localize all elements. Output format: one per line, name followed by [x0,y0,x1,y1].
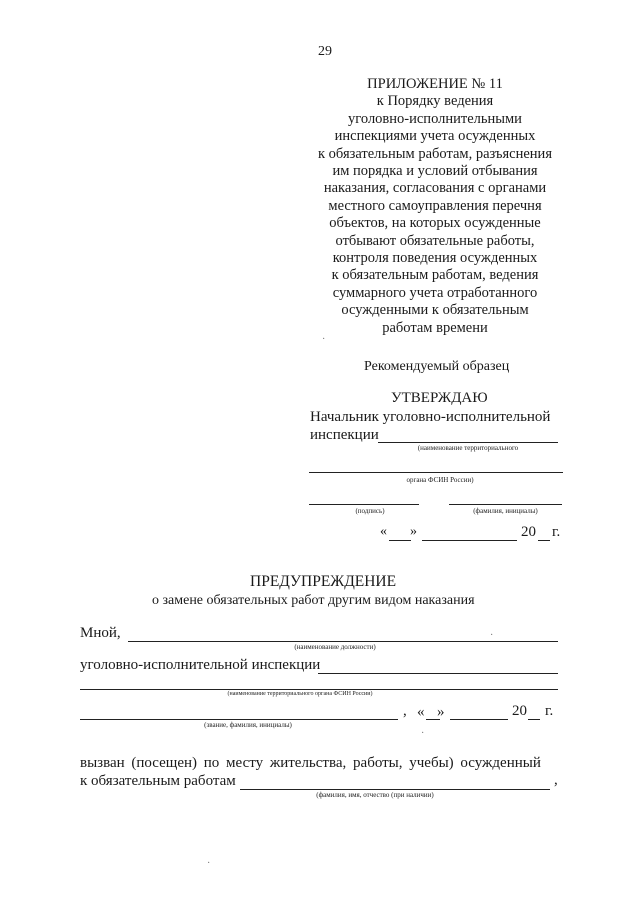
form-close-quote: » [437,704,445,720]
summoned-line1: вызван (посещен) по месту жительства, работы, учебы) осужденный [80,755,541,771]
form-year-line [528,719,540,720]
rank-comma: , [403,703,407,719]
appendix-line: к обязательным работам, ведения [331,267,539,284]
scan-mark: · [421,728,425,739]
inspection-name-line [378,442,558,443]
date-open-quote: « [380,524,387,539]
caption-fio: (фамилия, имя, отчество (при наличии) [316,791,434,799]
organ-full-line [80,689,558,690]
page-number: 29 [318,44,332,59]
organ-line [309,472,563,473]
head-title-line1: Начальник уголовно-исполнительной [310,409,551,425]
form-g: г. [545,703,554,719]
appendix-line: объектов, на которых осужденные [329,215,541,232]
form-month-line [450,719,508,720]
document-title: ПРЕДУПРЕЖДЕНИЕ [250,573,397,590]
head-title-line2: инспекции [310,427,379,443]
appendix-line: наказания, согласования с органами [323,180,547,197]
caption-organ: органа ФСИН России) [406,476,474,484]
document-subtitle: о замене обязательных работ другим видом наказания [152,593,475,608]
rank-line [80,719,398,720]
appendix-line: отбывают обязательные работы, [335,232,535,249]
caption-organ-full: (наименование территориального органа ФСИН России) [227,691,373,697]
appendix-block [300,76,570,337]
caption-surname: (фамилия, инициалы) [473,507,538,515]
form-year: 20 [512,703,527,719]
surname-line [449,504,562,505]
signature-line [309,504,419,505]
appendix-line: к Порядку ведения [376,93,494,110]
appendix-line: уголовно-исполнительными [348,110,522,127]
appendix-line: суммарного учета отработанного [332,284,538,301]
appendix-line: осужденными к обязательным [341,302,529,319]
form-open-quote: « [417,704,425,720]
recommended-sample: Рекомендуемый образец [364,359,510,374]
caption-territorial-name: (наименование территориального [417,444,519,452]
caption-signature: (подпись) [355,507,385,515]
date-year-line [538,540,550,541]
caption-rank: (звание, фамилия, инициалы) [204,721,292,729]
position-line [128,641,558,642]
summoned-line2: к обязательным работам [80,773,236,789]
by-me-label: Мной, [80,625,121,641]
date-month-line [422,540,517,541]
scan-mark: · [490,630,494,641]
date-day-line [389,540,411,541]
appendix-title: ПРИЛОЖЕНИЕ № 11 [367,76,503,92]
inspection-label: уголовно-исполнительной инспекции [80,657,321,673]
inspection-line [318,673,558,674]
scan-mark: · [207,858,211,869]
appendix-line: работам времени [382,319,488,336]
date-close-quote: » [410,524,417,539]
convict-name-line [240,789,550,790]
approve-title: УТВЕРЖДАЮ [391,390,488,406]
appendix-line: им порядка и условий отбывания [332,163,538,180]
date-g: г. [552,524,561,540]
appendix-line: контроля поведения осужденных [332,250,538,267]
appendix-line: к обязательным работам, разъяснения [318,145,552,162]
end-comma: , [554,772,558,788]
appendix-line: местного самоуправления перечня [328,197,542,214]
caption-position: (наименование должности) [294,643,376,651]
scan-mark: · [322,334,326,345]
date-year: 20 [521,524,536,540]
appendix-line: инспекциями учета осужденных [334,128,536,145]
